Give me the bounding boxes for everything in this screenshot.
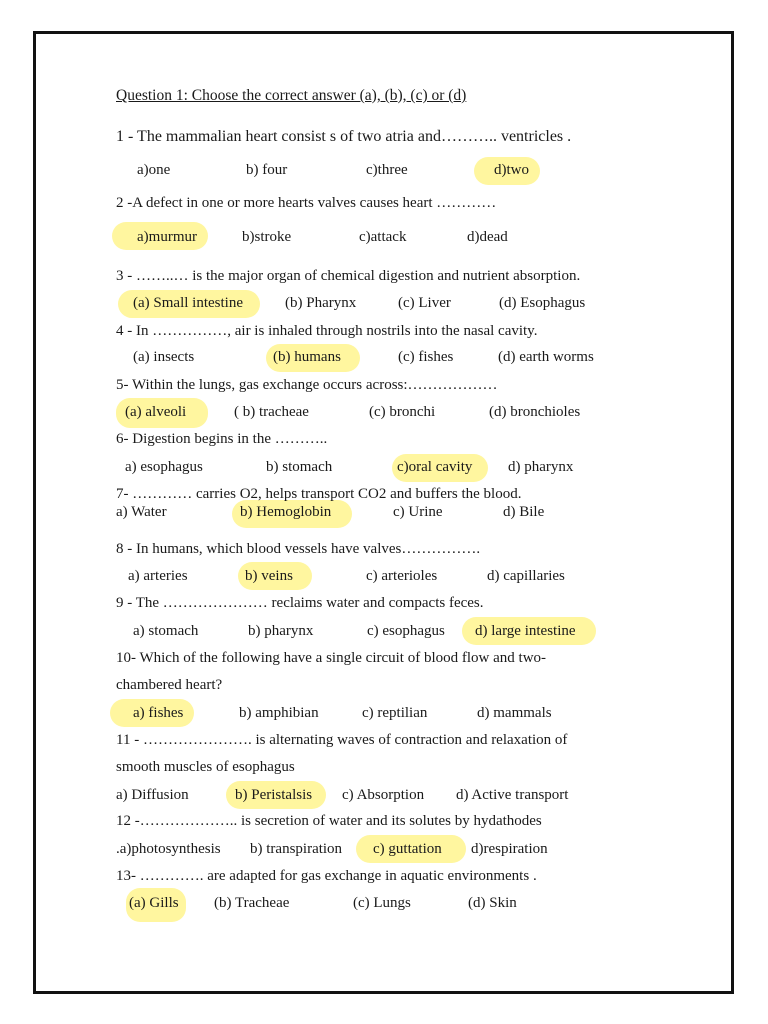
- question-stem: 10- Which of the following have a single circuit of blood flow and two-: [116, 650, 547, 666]
- option: .a)photosynthesis: [116, 841, 221, 857]
- option: (c) fishes: [398, 349, 454, 365]
- option: c)attack: [359, 229, 407, 245]
- page-border-bottom: [33, 991, 734, 994]
- question-stem: 11 - …………………. is alternating waves of contraction and relaxation of: [116, 732, 568, 748]
- option: (d) earth worms: [498, 349, 594, 365]
- option: c) esophagus: [367, 623, 445, 639]
- option-answer: (a) Gills: [129, 895, 179, 911]
- option-answer: a)murmur: [137, 229, 197, 245]
- option: b) amphibian: [239, 705, 319, 721]
- option: b) transpiration: [250, 841, 343, 857]
- question-stem: 6- Digestion begins in the ………..: [116, 431, 328, 447]
- option: (b) Tracheae: [214, 895, 290, 911]
- option: c) reptilian: [362, 705, 428, 721]
- option-answer: c)oral cavity: [397, 459, 473, 475]
- option-answer: d) large intestine: [475, 623, 576, 639]
- option: b) stomach: [266, 459, 333, 475]
- option-answer: (b) humans: [273, 349, 341, 365]
- option-answer: b) Peristalsis: [235, 787, 313, 803]
- option: c) Urine: [393, 504, 443, 520]
- option: d) capillaries: [487, 568, 565, 584]
- option: d) pharynx: [508, 459, 574, 475]
- option: (b) Pharynx: [285, 295, 357, 311]
- worksheet-title: Question 1: Choose the correct answer (a), (b), (c) or (d): [116, 87, 467, 104]
- option: c) arterioles: [366, 568, 438, 584]
- option: d)dead: [467, 229, 508, 245]
- question-stem: 2 -A defect in one or more hearts valves causes heart …………: [116, 195, 497, 211]
- option: b) pharynx: [248, 623, 314, 639]
- question-stem: 8 - In humans, which blood vessels have valves…………….: [116, 541, 481, 557]
- option: (c) Lungs: [353, 895, 411, 911]
- option: d)respiration: [471, 841, 548, 857]
- question-stem: 3 - ……..… is the major organ of chemical digestion and nutrient absorption.: [116, 268, 581, 284]
- option: b)stroke: [242, 229, 292, 245]
- option: (c) Liver: [398, 295, 451, 311]
- option-answer: b) veins: [245, 568, 293, 584]
- question-stem: 13- …………. are adapted for gas exchange in aquatic environments .: [116, 868, 537, 884]
- question-stem-continued: chambered heart?: [116, 677, 223, 693]
- option: a) stomach: [133, 623, 199, 639]
- question-stem: 4 - In ……………, air is inhaled through nostrils into the nasal cavity.: [116, 323, 538, 339]
- option: (d) bronchioles: [489, 404, 581, 420]
- option: (d) Esophagus: [499, 295, 586, 311]
- option: d) mammals: [477, 705, 552, 721]
- option: ( b) tracheae: [234, 404, 309, 420]
- option: d) Active transport: [456, 787, 569, 803]
- option-answer: (a) Small intestine: [133, 295, 243, 311]
- option: b) four: [246, 162, 288, 178]
- option: a) arteries: [128, 568, 188, 584]
- option: c)three: [366, 162, 408, 178]
- question-stem: 12 -……………….. is secretion of water and its solutes by hydathodes: [116, 813, 542, 829]
- question-stem: 9 - The ………………… reclaims water and compacts feces.: [116, 595, 484, 611]
- option: a) Diffusion: [116, 787, 189, 803]
- option-answer: a) fishes: [133, 705, 184, 721]
- option: a)one: [137, 162, 171, 178]
- question-stem: 5- Within the lungs, gas exchange occurs across:………………: [116, 377, 498, 393]
- option: d) Bile: [503, 504, 545, 520]
- option-answer: c) guttation: [373, 841, 442, 857]
- option: (c) bronchi: [369, 404, 436, 420]
- option-answer: b) Hemoglobin: [240, 504, 332, 520]
- option-answer: (a) alveoli: [125, 404, 187, 420]
- option: (d) Skin: [468, 895, 517, 911]
- question-stem: 1 - The mammalian heart consist s of two atria and……….. ventricles .: [116, 128, 572, 145]
- option: c) Absorption: [342, 787, 425, 803]
- option: a) esophagus: [125, 459, 203, 475]
- option: (a) insects: [133, 349, 195, 365]
- question-stem: 7- ………… carries O2, helps transport CO2 and buffers the blood.: [116, 486, 522, 502]
- question-stem-continued: smooth muscles of esophagus: [116, 759, 295, 775]
- option-answer: d)two: [494, 162, 529, 178]
- option: a) Water: [116, 504, 167, 520]
